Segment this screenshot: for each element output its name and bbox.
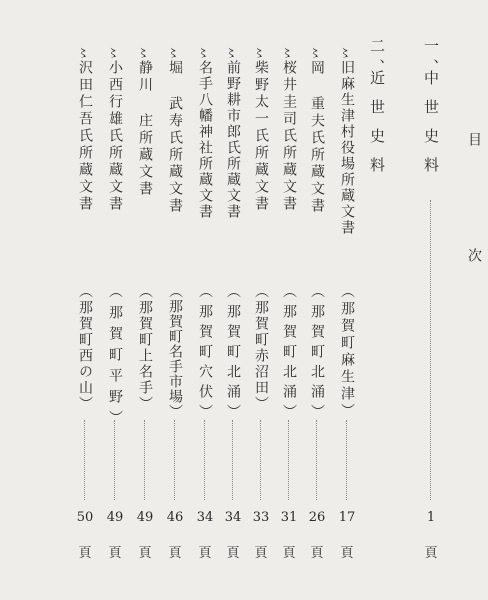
entry-6-page: 34 — [196, 510, 214, 525]
entry-2-unit: 頁 — [310, 546, 324, 561]
entry-4-leader — [260, 420, 261, 500]
entry-3-location: （那賀町北涌） — [281, 284, 297, 424]
entry-5-page: 34 — [224, 510, 242, 525]
entry-10-mark: 〻 — [77, 46, 90, 60]
entry-8-unit: 頁 — [138, 546, 152, 561]
entry-10-location: （那賀町西の山） — [77, 284, 93, 412]
entry-6-title: 名手八幡神社所蔵文書 — [197, 60, 213, 220]
entry-4-title: 柴野太一氏所蔵文書 — [253, 60, 269, 213]
entry-8-page: 49 — [136, 510, 154, 525]
entry-8-location: （那賀町上名手） — [137, 284, 153, 412]
entry-9-unit: 頁 — [108, 546, 122, 561]
toc-title: 目次 — [466, 132, 482, 364]
entry-9-title: 小西行雄氏所蔵文書 — [107, 60, 123, 213]
entry-3-title: 桜井圭司氏所蔵文書 — [281, 60, 297, 213]
entry-4-location: （那賀町赤沼田） — [253, 284, 269, 412]
entry-7-mark: 〻 — [167, 46, 180, 60]
entry-7-location: （那賀町名手市場） — [167, 284, 183, 419]
entry-4-unit: 頁 — [254, 546, 268, 561]
section-1-leader — [430, 200, 431, 500]
entry-9-mark: 〻 — [107, 46, 120, 60]
entry-3-leader — [288, 420, 289, 500]
section-1-title: 中世史料 — [422, 70, 440, 186]
entry-8-title: 静川 庄所蔵文書 — [137, 60, 153, 198]
section-1-number: 一、 — [422, 38, 440, 80]
entry-5-leader — [232, 420, 233, 500]
entry-5-mark: 〻 — [225, 46, 238, 60]
entry-3-page: 31 — [280, 510, 298, 525]
entry-6-leader — [204, 420, 205, 500]
entry-7-page: 46 — [166, 510, 184, 525]
entry-8-mark: 〻 — [137, 46, 150, 60]
entry-7-title: 堀 武寿氏所蔵文書 — [167, 60, 183, 215]
entry-9-location: （那賀町平野） — [107, 284, 123, 431]
entry-4-page: 33 — [252, 510, 270, 525]
section-1-page: 1 — [426, 510, 436, 525]
entry-2-page: 26 — [308, 510, 326, 525]
entry-3-mark: 〻 — [281, 46, 294, 60]
entry-1-unit: 頁 — [340, 546, 354, 561]
entry-4-mark: 〻 — [253, 46, 266, 60]
entry-10-leader — [84, 420, 85, 500]
entry-2-title: 岡 重夫氏所蔵文書 — [309, 60, 325, 215]
entry-6-mark: 〻 — [197, 46, 210, 60]
entry-10-title: 沢田仁吾氏所蔵文書 — [77, 60, 93, 213]
entry-2-leader — [316, 420, 317, 500]
entry-1-mark: 〻 — [339, 46, 352, 60]
entry-10-page: 50 — [76, 510, 94, 525]
entry-5-title: 前野耕市郎氏所蔵文書 — [225, 60, 241, 220]
entry-5-unit: 頁 — [226, 546, 240, 561]
entry-5-location: （那賀町北涌） — [225, 284, 241, 424]
entry-2-mark: 〻 — [309, 46, 322, 60]
entry-7-leader — [174, 420, 175, 500]
section-1-unit: 頁 — [424, 546, 438, 561]
section-2-number: 二、 — [368, 38, 386, 80]
entry-1-leader — [346, 420, 347, 500]
section-2-title: 近世史料 — [368, 70, 386, 186]
entry-9-leader — [114, 420, 115, 500]
entry-10-unit: 頁 — [78, 546, 92, 561]
entry-1-location: （那賀町麻生津） — [339, 284, 355, 420]
entry-1-page: 17 — [338, 510, 356, 525]
entry-7-unit: 頁 — [168, 546, 182, 561]
entry-1-title: 旧麻生津村役場所蔵文書 — [339, 60, 355, 236]
entry-9-page: 49 — [106, 510, 124, 525]
entry-3-unit: 頁 — [282, 546, 296, 561]
entry-6-location: （那賀町穴伏） — [197, 284, 213, 424]
entry-8-leader — [144, 420, 145, 500]
entry-6-unit: 頁 — [198, 546, 212, 561]
entry-2-location: （那賀町北涌） — [309, 284, 325, 424]
